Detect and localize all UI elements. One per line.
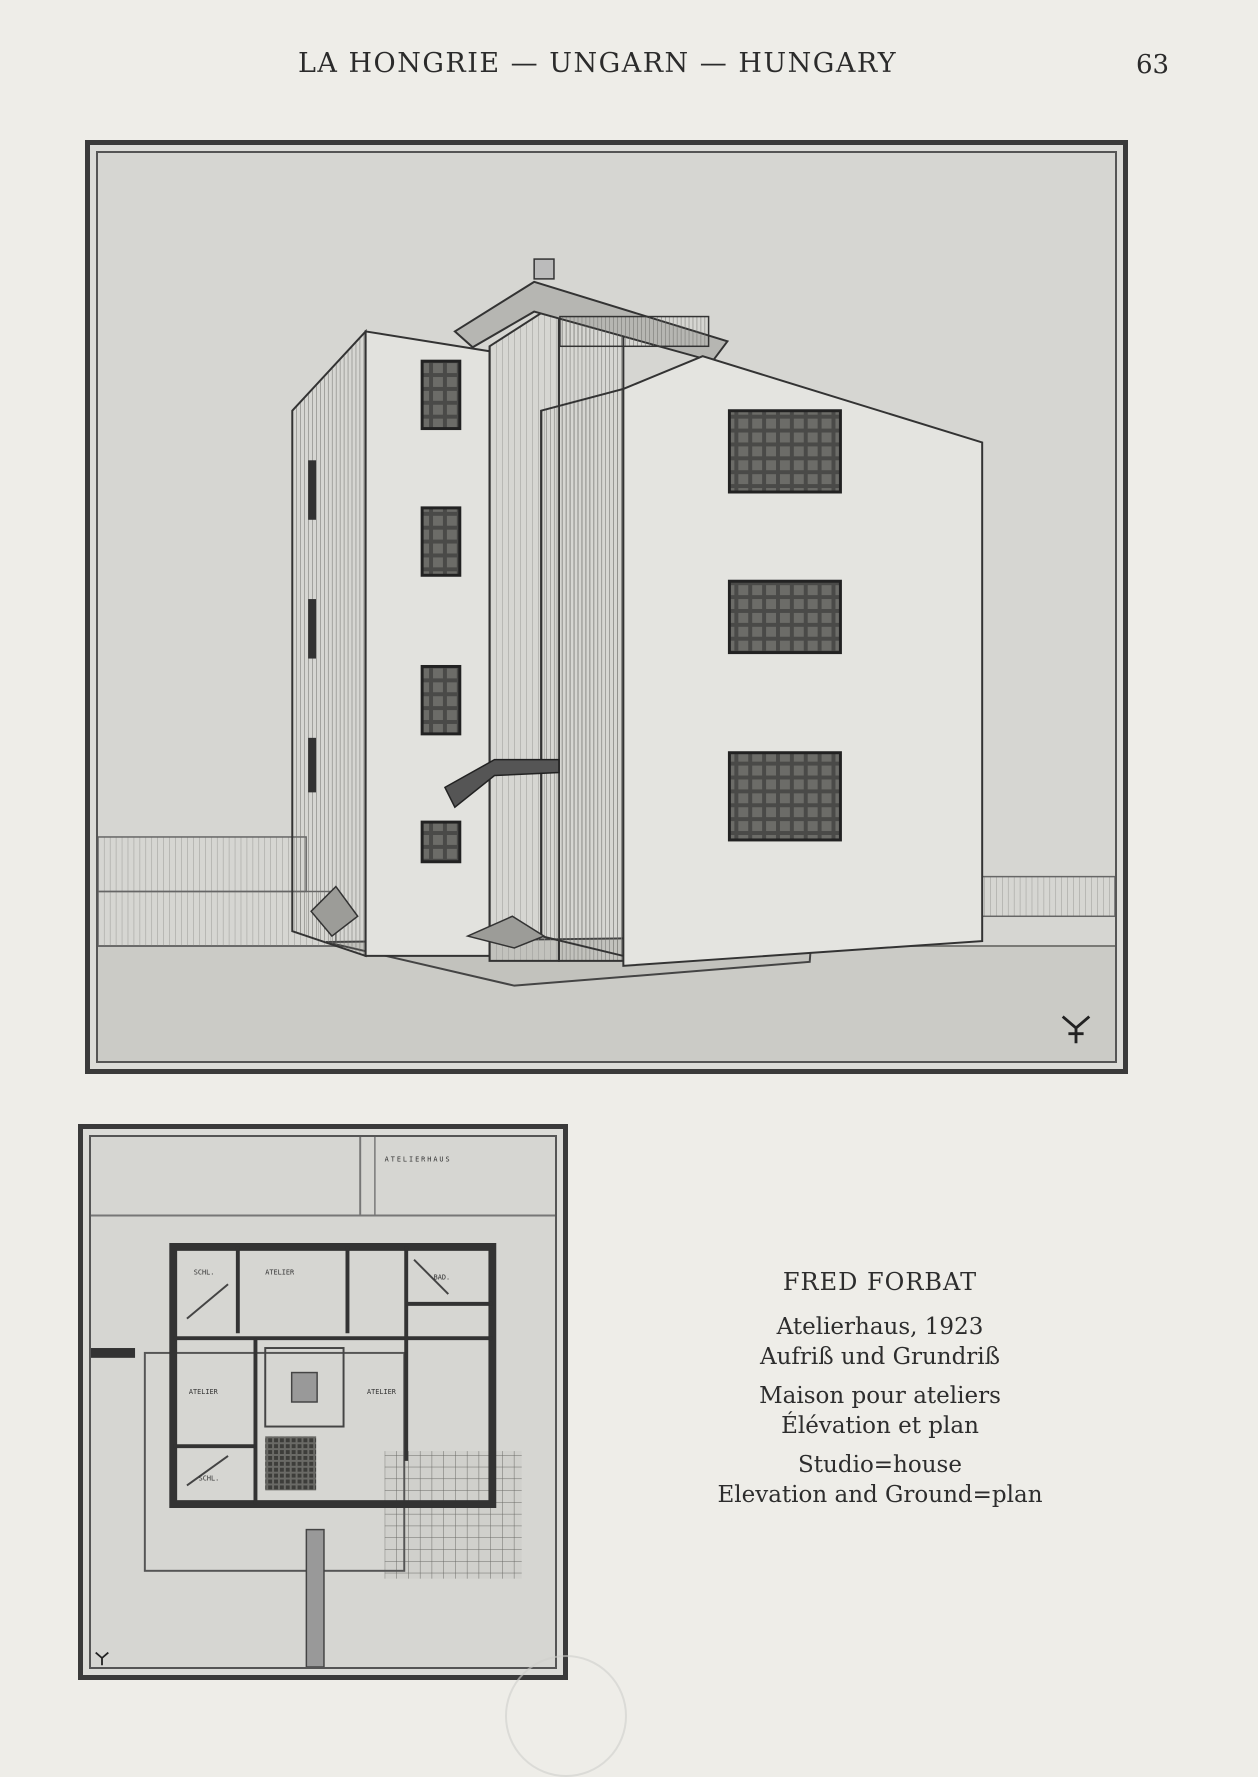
plan-label-schl-top: SCHL. — [193, 1268, 215, 1277]
plan-label-atelier-right: ATELIER — [367, 1388, 396, 1397]
plan-label-bad: BAD. — [433, 1273, 451, 1282]
plan-label-atelierhaus: ATELIERHAUS — [384, 1155, 452, 1164]
building-perspective-drawing — [98, 153, 1115, 1061]
library-stamp — [505, 1655, 627, 1777]
plan-label-atelier-top: ATELIER — [265, 1268, 295, 1277]
caption-french-line-2: Élévation et plan — [781, 1413, 979, 1439]
figure-caption — [700, 1268, 1060, 1519]
architect-name: FRED FORBAT — [782, 1268, 978, 1296]
caption-german-line-1: Atelierhaus, 1923 — [776, 1314, 984, 1340]
running-title: LA HONGRIE — UNGARN — HUNGARY — [298, 48, 898, 79]
elevation-drawing-plate — [85, 140, 1128, 1074]
plan-label-schl-bottom: SCHL. — [198, 1474, 220, 1483]
ground-plan-drawing — [89, 1135, 557, 1669]
page-number: 63 — [1136, 50, 1170, 80]
caption-english-line-1: Studio=house — [798, 1452, 962, 1478]
running-header — [0, 48, 1258, 88]
caption-french-line-1: Maison pour ateliers — [759, 1383, 1001, 1409]
architect-monogram-icon — [93, 1649, 111, 1667]
caption-german-line-2: Aufriß und Grundriß — [759, 1344, 1001, 1370]
caption-french — [700, 1381, 1060, 1441]
plan-label-atelier-left: ATELIER — [188, 1388, 218, 1397]
ground-plan-plate — [78, 1124, 568, 1680]
caption-english-line-2: Elevation and Ground=plan — [717, 1482, 1043, 1508]
caption-english — [700, 1450, 1060, 1510]
ground-plan-svg — [91, 1137, 555, 1667]
architect-monogram-icon — [1057, 1009, 1095, 1047]
elevation-drawing — [96, 151, 1117, 1063]
caption-german — [700, 1312, 1060, 1372]
